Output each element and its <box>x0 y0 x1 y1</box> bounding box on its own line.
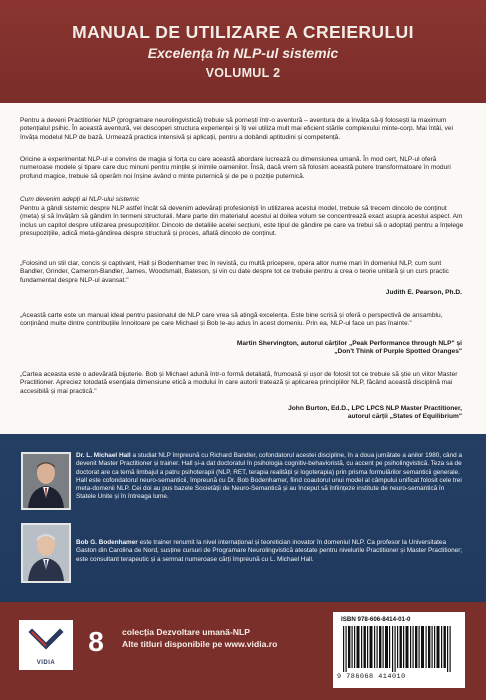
barcode-digits: 9 786068 414010 <box>337 673 406 681</box>
quote-3-author-line1: John Burton, Ed.D., LPC LPCS NLP Master Practitioner, <box>288 405 462 412</box>
quote-1-author: Judith E. Pearson, Ph.D. <box>385 289 462 296</box>
collection-website: Alte titluri disponibile pe www.vidia.ro <box>122 639 278 649</box>
collection-number: 8 <box>88 626 104 657</box>
isbn-barcode-box <box>333 612 465 688</box>
quote-1: „Folosind un stil clar, concis și captivant, Hall și Bodenhamer trec în revistă, cu multă pricepere, opera altor nume mari în domeniul NLP, cum sunt Bandler, Grinder, Cameron-Bandler, James, Woodsmall, Bateson, și vin cu date despre tot ce trebuie pentru a crea o teorie unitară și un curs practic fundamental despre NLP-ul avansat." <box>20 260 449 284</box>
volume-label: VOLUMUL 2 <box>205 66 281 80</box>
publisher-logo <box>19 620 73 670</box>
quote-3: „Cartea aceasta este o adevărată bijuterie. Bob și Michael adună într-o formă detaliată, frumoasă și ușor de folosit tot ce trebuie să știe un viitor Master Practitioner. Apreciez totodată esențiala dimensiune etică a modului în care autorii tratează și aplicarea principiilor NLP, făcând această disciplină mai accesibilă și mai practică." <box>20 371 458 395</box>
paragraph-3: Pentru a gândi sistemic despre NLP astfel încât să devenim adevărați profesioniști în utilizarea acestui model, trebuie să trecem dincolo de conținut (meta) și să învățăm să gândim în termeni structurali. Mare parte din materialul acestui al doilea volum se concentrează exact asupra acestui aspect. Am inclus un capitol despre utilizarea presupozițiilor. Dincolo de detaliile acelei secțiuni, este tipul de gândire pe care va trebui să o adoptați pentru a înțelege presupozițiile, adică meta-gândirea despre structură și proces, aflată dincolo de conținut. <box>20 205 464 238</box>
quote-3-author-line2: autorul cărții „States of Equilibrium" <box>347 413 462 420</box>
book-subtitle: Excelența în NLP-ul sistemic <box>147 45 339 61</box>
author-name-hall: Dr. L. Michael Hall <box>76 452 131 459</box>
book-title: MANUAL DE UTILIZARE A CREIERULUI <box>72 22 414 42</box>
section-heading: Cum devenim adepți ai NLP-ului sistemic <box>20 196 140 203</box>
collection-name: colecția Dezvoltare umană-NLP <box>122 627 250 637</box>
author-photo-hall <box>21 452 71 510</box>
vidia-logo-icon <box>19 620 73 658</box>
quote-2-author-line2: „Don't Think of Purple Spotted Oranges" <box>334 348 462 355</box>
quote-2: „Această carte este un manual ideal pentru pasionatul de NLP care vrea să atingă excelența. Este bine scrisă și oferă o perspectivă de ansamblu, conținând multe dintre contribuțiile înnoitoare pe care Michael și Bob le-au adus în acest domeniu. Prin ea, NLP-ul face un pas înainte." <box>20 312 443 328</box>
publisher-name: VIDIA <box>36 660 56 666</box>
barcode-icon <box>341 626 457 672</box>
author-bio-hall <box>76 452 464 502</box>
author-name-bodenhamer: Bob G. Bodenhamer <box>76 539 138 546</box>
quote-2-author-line1: Martin Shervington, autorul cărților „Peak Performance through NLP" și <box>236 340 462 347</box>
author-photo-bodenhamer <box>21 523 71 583</box>
isbn-label: ISBN 978-606-8414-01-0 <box>341 616 411 623</box>
author-bio-text-bodenhamer: este trainer renumit la nivel internațional și teoretician inovator în domeniul NLP. Ca profesor la Universitatea Gaston din Carolina de Nord, susține cursuri de Programare Neurolingvistică atestate pentru nivelurile Practitioner și Master Practitioner; este consultant terapeutic și a semnat numeroase cărți împreună cu L. Michael Hall. <box>76 539 463 563</box>
intro-paragraph: Pentru a deveni Practitioner NLP (programare neurolingvistică) trebuie să pornești într-o aventură – aventura de a învăța să-ți folosești la maximum potențialul psihic. În această aventură, vei descoperi structura experienței și îți vei utiliza mult mai eficient stările complexului minte-corp. Mai întâi, vei învăța modelul NLP de bază. Urmează practica intensivă și aplicații, pentru a dobândi aptitudini și competență. <box>20 117 454 141</box>
author-bio-text-hall: a studiat NLP împreună cu Richard Bandler, cofondatorul acestei discipline, în a doua jumătate a anilor 1980, când a devenit Master Practitioner și trainer. Hall și-a dat doctoratul în psihologia cognitiv-behavioristă, cu accent pe psiholingvistică. Teza sa de doctorat are ca temă limbajul a patru psihoterapii (NLP, RET, terapia realității și logoterapia) prin prisma formulărilor semanticii generale. Hall este cofondatorul neuro-semanticii, împreună cu Dr. Bob Bodenhamer, fiind coautorul unui model al câmpului unificat folosit cele trei meta-domenii NLP. Cei doi au pus bazele Societății de Neuro-Semantică și au început să înființeze institute de neuro-semantică în Statele Unite și în întreaga lume. <box>76 452 463 501</box>
paragraph-2: Oricine a experimentat NLP-ul e convins de magia și forța cu care această abordare lucrează cu dimensiunea umană. În mod cert, NLP-ul oferă numeroase modele și tipare care duc minuni pentru mințile și inimile oamenilor. Însă, dacă vrem să folosim această putere transformatoare în moduri profund magice, trebuie să operăm noi înșine având o minte puternică și de pe o poziție puternică. <box>20 156 451 180</box>
collection-info <box>122 626 277 650</box>
author-bio-bodenhamer <box>76 539 464 564</box>
